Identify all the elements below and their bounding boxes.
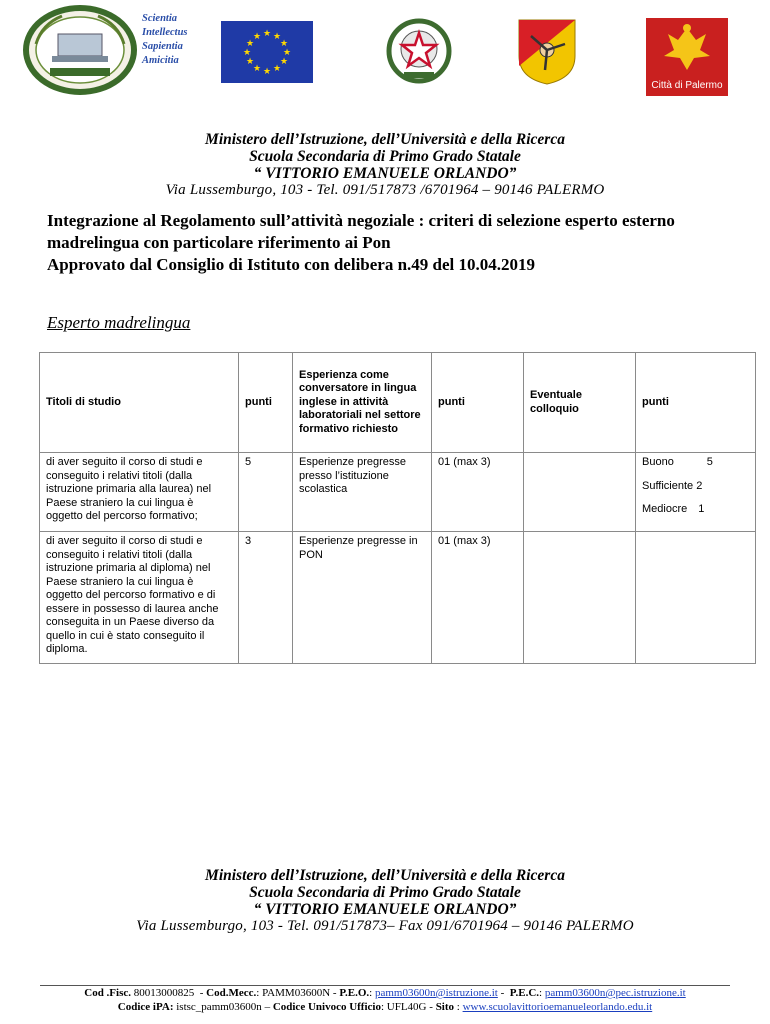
titoli-cell: di aver seguito il corso di studi e conseguito i relativi titoli (dalla istruzione primaria alla laurea) nel Paese straniero la cui lingua è oggetto del percorso formativo; (40, 453, 239, 532)
school-name: “ VITTORIO EMANUELE ORLANDO” (253, 165, 517, 182)
motto-line: Scientia (142, 13, 178, 24)
school-motto (142, 12, 188, 68)
title-line: Integrazione al Regolamento sull’attività negoziale : criteri di selezione esperto esterno (47, 211, 675, 230)
colloquio-punti-cell (636, 453, 756, 532)
school-logo (22, 4, 138, 96)
table-header-row (40, 353, 756, 453)
punti-esperienza-cell: 01 (max 3) (432, 453, 524, 532)
approval-line: Approvato dal Consiglio di Istituto con delibera n.49 del 10.04.2019 (47, 255, 536, 274)
esperienza-cell: Esperienze pregresse in PON (293, 532, 432, 664)
svg-text:★: ★ (252, 32, 262, 42)
ministry-heading: Ministero dell’Istruzione, dell’Università e della Ricerca (205, 131, 565, 148)
criteria-table (39, 352, 756, 664)
school-address: Via Lussemburgo, 103 - Tel. 091/517873 /6701964 – 90146 PALERMO (165, 182, 605, 198)
svg-text:★: ★ (272, 32, 282, 42)
colloquio-cell (524, 532, 636, 664)
header-cell: Eventuale colloquio (524, 353, 636, 453)
svg-text:★: ★ (272, 64, 282, 74)
header-cell: Titoli di studio (40, 353, 239, 453)
svg-text:★: ★ (245, 39, 255, 49)
footer-codes-line: Cod .Fisc. 80013000825 - Cod.Mecc.: PAMM03600N - P.E.O.: pamm03600n@istruzione.it - P.E.C.: pamm03600n@pec.istruzione.it (84, 987, 686, 999)
palermo-logo-text: Città di Palermo (651, 80, 723, 91)
svg-text:★: ★ (252, 64, 262, 74)
score-level: Mediocre 1 (642, 503, 705, 515)
footer-ministry: Ministero dell’Istruzione, dell’Università e della Ricerca (205, 867, 565, 884)
motto-line: Sapientia (142, 41, 183, 52)
colloquio-punti-cell (636, 532, 756, 664)
punti-cell: 5 (239, 453, 293, 532)
motto-line: Amicitia (142, 55, 179, 66)
footer-school-name: “ VITTORIO EMANUELE ORLANDO” (253, 901, 517, 918)
punti-esperienza-cell: 01 (max 3) (432, 532, 524, 664)
svg-text:★: ★ (242, 48, 252, 58)
footer-ipa-line: Codice iPA: istsc_pamm03600n – Codice Univoco Ufficio: UFL40G - Sito : www.scuolavittorioemanueleorlando.edu.it (117, 1001, 653, 1013)
header-cell: Esperienza come conversatore in lingua inglese in attività laboratoriali nel settore formativo richiesto (293, 353, 432, 453)
footer-school-type: Scuola Secondaria di Primo Grado Statale (249, 884, 521, 901)
sicily-region-emblem (515, 16, 579, 86)
header-cell: punti (239, 353, 293, 453)
table-row (40, 532, 756, 664)
svg-text:★: ★ (279, 57, 289, 67)
svg-text:★: ★ (262, 67, 272, 77)
esperienza-cell: Esperienze pregresse presso l’istituzione scolastica (293, 453, 432, 532)
header-cell: punti (432, 353, 524, 453)
italian-republic-emblem (386, 18, 452, 84)
svg-text:★: ★ (262, 29, 272, 39)
peo-email-link[interactable]: pamm03600n@istruzione.it (374, 987, 498, 999)
titoli-cell: di aver seguito il corso di studi e conseguito i relativi titoli (dalla istruzione primaria al diploma) nel Paese straniero la cui lingua è oggetto del percorso formativo e di essere in possesso di laurea anche conseguita in un Paese diverso da quello in cui è stato conseguito il diploma. (40, 532, 239, 664)
school-type: Scuola Secondaria di Primo Grado Statale (249, 148, 521, 165)
svg-text:★: ★ (279, 39, 289, 49)
svg-text:★: ★ (282, 48, 292, 58)
punti-cell: 3 (239, 532, 293, 664)
pec-email-link[interactable]: pamm03600n@pec.istruzione.it (544, 987, 686, 999)
document-title (47, 210, 747, 276)
score-level: Sufficiente 2 (642, 479, 703, 492)
svg-text:★: ★ (245, 57, 255, 67)
motto-line: Intellectus (142, 27, 188, 38)
footer-address: Via Lussemburgo, 103 - Tel. 091/517873– Fax 091/6701964 – 90146 PALERMO (136, 918, 634, 934)
section-title: Esperto madrelingua (47, 313, 191, 332)
school-website-link[interactable]: www.scuolavittorioemanueleorlando.edu.it (462, 1001, 653, 1013)
eu-flag-logo (221, 21, 313, 83)
table-row (40, 453, 756, 532)
palermo-city-logo (646, 18, 728, 96)
header-cell: punti (636, 353, 756, 453)
colloquio-cell (524, 453, 636, 532)
score-level: Buono 5 (642, 456, 713, 468)
title-line: madrelingua con particolare riferimento ai Pon (47, 233, 391, 252)
